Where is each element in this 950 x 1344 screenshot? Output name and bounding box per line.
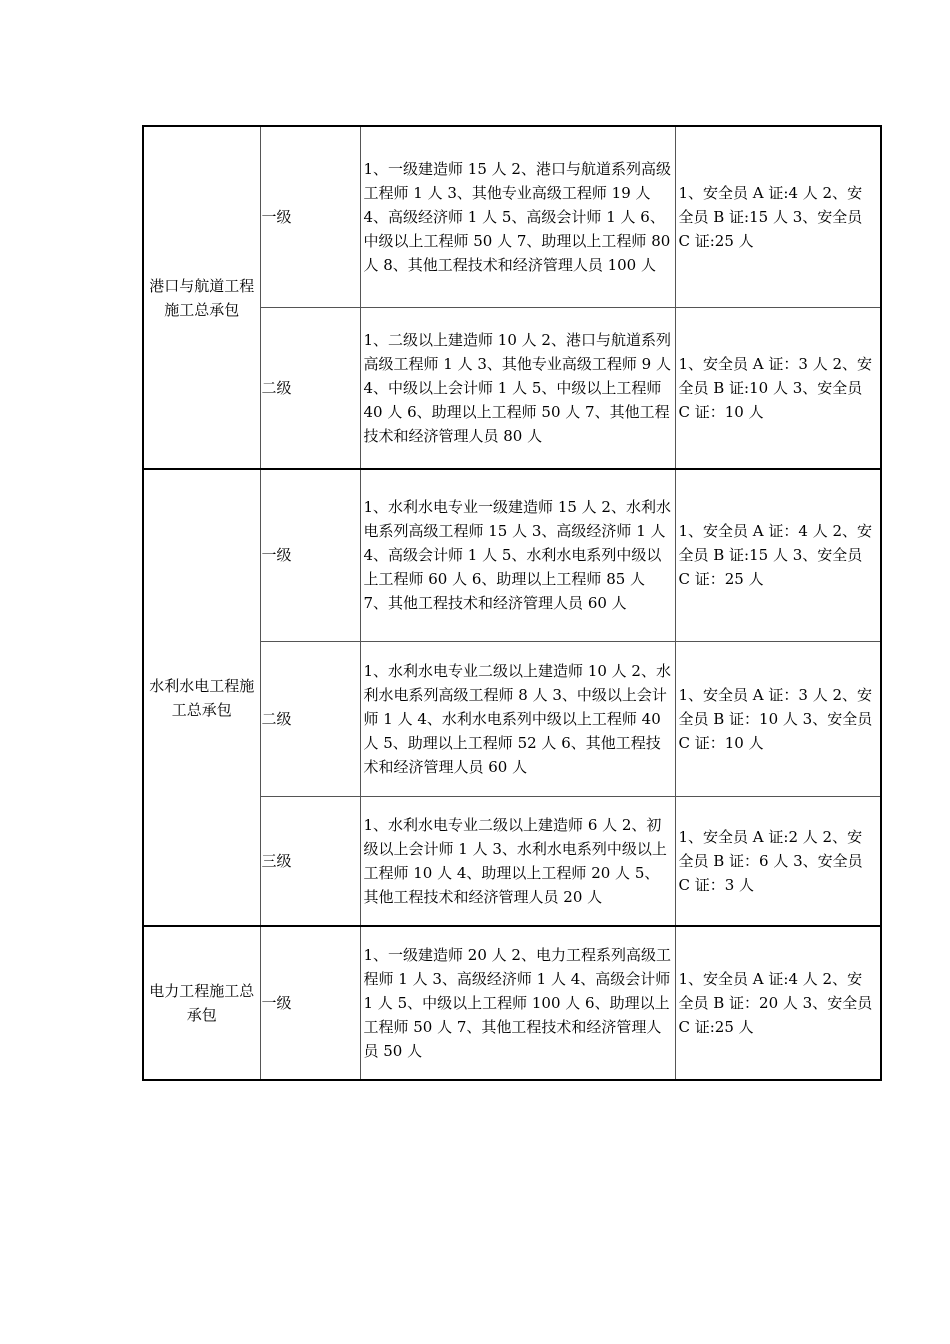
level-cell: 二级: [260, 641, 360, 796]
safety-officer-cell: 1、安全员 A 证:2 人 2、安全员 B 证：6 人 3、安全员 C 证：3 人: [675, 796, 881, 926]
table-row: [143, 926, 881, 1080]
category-cell: 水利水电工程施工总承包: [143, 469, 260, 926]
level-cell: 一级: [260, 926, 360, 1080]
safety-officer-cell: 1、安全员 A 证:4 人 2、安全员 B 证:15 人 3、安全员 C 证:25 人: [675, 126, 881, 307]
level-cell: 二级: [260, 307, 360, 469]
level-cell: 三级: [260, 796, 360, 926]
table-row: [143, 469, 881, 641]
safety-officer-cell: 1、安全员 A 证：3 人 2、安全员 B 证:10 人 3、安全员 C 证：10 人: [675, 307, 881, 469]
safety-officer-cell: 1、安全员 A 证：3 人 2、安全员 B 证：10 人 3、安全员 C 证：10 人: [675, 641, 881, 796]
staff-requirement-cell: 1、一级建造师 15 人 2、港口与航道系列高级工程师 1 人 3、其他专业高级工程师 19 人 4、高级经济师 1 人 5、高级会计师 1 人 6、中级以上工程师 50 人 7、助理以上工程师 80 人 8、其他工程技术和经济管理人员 100 人: [360, 126, 675, 307]
staff-requirement-cell: 1、水利水电专业二级以上建造师 10 人 2、水利水电系列高级工程师 8 人 3、中级以上会计师 1 人 4、水利水电系列中级以上工程师 40 人 5、助理以上工程师 52 人 6、其他工程技术和经济管理人员 60 人: [360, 641, 675, 796]
safety-officer-cell: 1、安全员 A 证：4 人 2、安全员 B 证:15 人 3、安全员 C 证：25 人: [675, 469, 881, 641]
category-cell: 港口与航道工程施工总承包: [143, 126, 260, 469]
staff-requirement-cell: 1、二级以上建造师 10 人 2、港口与航道系列高级工程师 1 人 3、其他专业高级工程师 9 人 4、中级以上会计师 1 人 5、中级以上工程师 40 人 6、助理以上工程师 50 人 7、其他工程技术和经济管理人员 80 人: [360, 307, 675, 469]
level-cell: 一级: [260, 469, 360, 641]
staff-requirement-cell: 1、水利水电专业二级以上建造师 6 人 2、初级以上会计师 1 人 3、水利水电系列中级以上工程师 10 人 4、助理以上工程师 20 人 5、其他工程技术和经济管理人员 20 人: [360, 796, 675, 926]
table-row: [143, 126, 881, 307]
staff-requirement-cell: 1、一级建造师 20 人 2、电力工程系列高级工程师 1 人 3、高级经济师 1 人 4、高级会计师 1 人 5、中级以上工程师 100 人 6、助理以上工程师 50 人 7、其他工程技术和经济管理人员 50 人: [360, 926, 675, 1080]
safety-officer-cell: 1、安全员 A 证:4 人 2、安全员 B 证：20 人 3、安全员 C 证:25 人: [675, 926, 881, 1080]
qualification-table: [142, 125, 882, 1081]
category-cell: 电力工程施工总承包: [143, 926, 260, 1080]
level-cell: 一级: [260, 126, 360, 307]
staff-requirement-cell: 1、水利水电专业一级建造师 15 人 2、水利水电系列高级工程师 15 人 3、高级经济师 1 人 4、高级会计师 1 人 5、水利水电系列中级以上工程师 60 人 6、助理以上工程师 85 人 7、其他工程技术和经济管理人员 60 人: [360, 469, 675, 641]
